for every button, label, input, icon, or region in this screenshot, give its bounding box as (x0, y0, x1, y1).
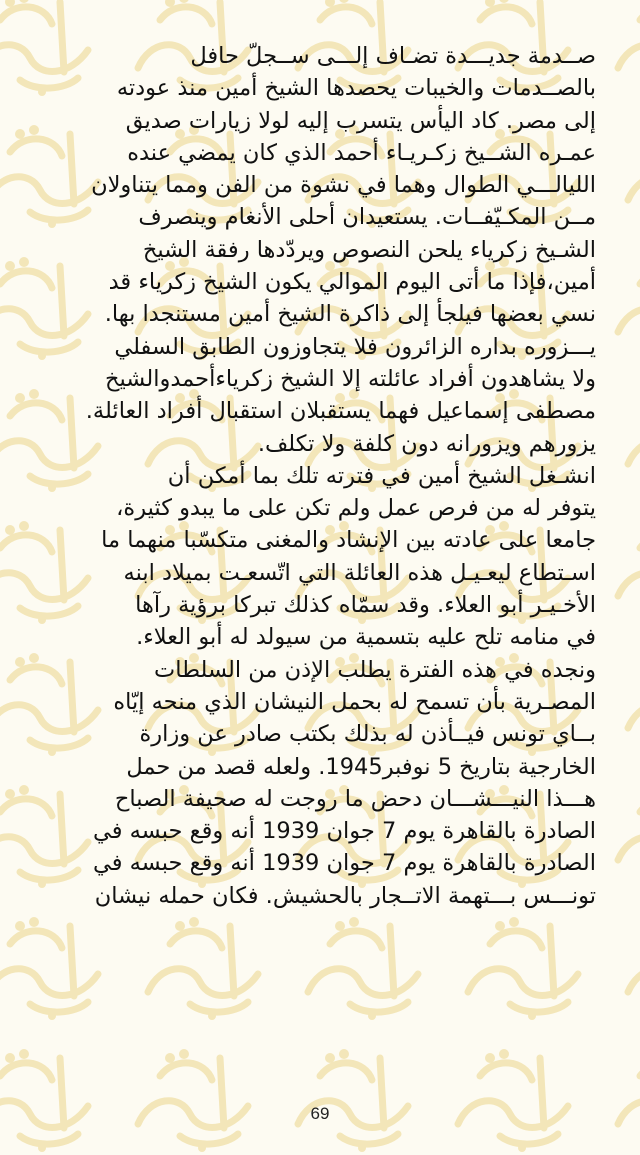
text-line: يزورهم ويزورانه دون كلفة ولا تكلف. (257, 430, 596, 457)
text-line: الصادرة بالقاهرة يوم 7 جوان 1939 أنه وقع حبسه في (92, 818, 596, 845)
page-number: 69 (310, 1104, 330, 1123)
text-line: مــن المكـيّفــات. يستعيدان أحلى الأنغام وينصرف (138, 204, 596, 231)
watermark-logo (440, 1036, 590, 1155)
text-line: تونـــس بـــتهمة الاتــجار بالحشيش. فكان حمله نيشان (94, 882, 596, 909)
text-line: في منامه تلح عليه بتسمية من سيولد له أبو العلاء. (136, 624, 596, 651)
text-line: الصادرة بالقاهرة يوم 7 جوان 1939 أنه وقع حبسه في (92, 850, 596, 877)
text-line: يتوفر له من فرص عمل ولم تكن على ما يبدو كثيرة، (116, 495, 596, 522)
text-line: مصطفى إسماعيل فهما يستقبلان استقبال أفراد العائلة. (85, 398, 596, 425)
text-line: انشـغل الشيخ أمين في فترته تلك بما أمكن أن (167, 462, 596, 489)
text-line: الليالـــي الطوال وهما في نشوة من الفن ومما يتناولان (91, 172, 596, 199)
text-line: عمـره الشــيخ زكـريـاء أحمد الذي كان يمضي عنده (127, 139, 596, 166)
text-line: نسي بعضها فيلجأ إلى ذاكرة الشيخ أمين مستنجدا بها. (104, 301, 596, 328)
text-line: اسـتطاع ليعـيـل هذه العائلة التي اتّسعـت بميلاد ابنه (123, 559, 596, 586)
text-line: الخارجية بتاريخ 5 نوفبر1945. ولعله قصد من حمل (126, 753, 596, 780)
text-line: يـــزوره بداره الزائرون فلا يتجاوزون الطابق السفلي (114, 333, 596, 360)
text-line: بــاي تونس فيــأذن له بذلك بكتب صادر عن وزارة (139, 721, 596, 748)
watermark-logo (610, 904, 640, 1029)
watermark-logo (600, 772, 640, 897)
text-line: صــدمة جديـــدة تضـاف إلـــى ســجلّ حافل (190, 43, 596, 69)
text-line: ولا يشاهدون أفراد عائلته إلا الشيخ زكرياءأحمدوالشيخ (104, 365, 596, 392)
text-line: أمين،فإذا ما أتى اليوم الموالي يكون الشيخ زكرياء قد (108, 269, 596, 296)
watermark-logo (450, 904, 600, 1029)
text-line: الشـيخ زكرياء يلحن النصوص ويردّدها رفقة الشيخ (142, 236, 596, 263)
watermark-logo (600, 244, 640, 369)
watermark-logo (290, 904, 440, 1029)
watermark-logo (120, 1036, 270, 1155)
watermark-logo (610, 112, 640, 237)
text-line: إلى مصر. كاد اليأس يتسرب إليه لولا زيارات صديق (125, 107, 596, 134)
text-line: الأخـيـر أبو العلاء. وقد سمّاه كذلك تبركا برؤية رآها (135, 592, 596, 619)
watermark-logo (130, 904, 280, 1029)
text-line: هـــذا النيـــشـــان دحض ما روجت له صحيفة الصباح (114, 785, 596, 812)
watermark-logo (600, 1036, 640, 1155)
text-line: جامعا على عادته بين الإنشاد والمغنى متكسّبا منهما ما (101, 527, 596, 554)
watermark-logo (600, 508, 640, 633)
watermark-logo (0, 904, 120, 1029)
watermark-logo (610, 640, 640, 765)
page-body-text (66, 40, 596, 912)
watermark-logo (610, 376, 640, 501)
text-line: المصـرية بأن تسمح له بحمل النيشان الذي منحه إيّاه (113, 688, 596, 715)
text-line: بالصــدمات والخيبات يحصدها الشيخ أمين منذ عودته (116, 75, 596, 102)
watermark-logo (0, 1036, 110, 1155)
watermark-logo (600, 0, 640, 105)
text-line: ونجده في هذه الفترة يطلب الإذن من السلطات (154, 656, 596, 683)
watermark-logo (280, 1036, 430, 1155)
